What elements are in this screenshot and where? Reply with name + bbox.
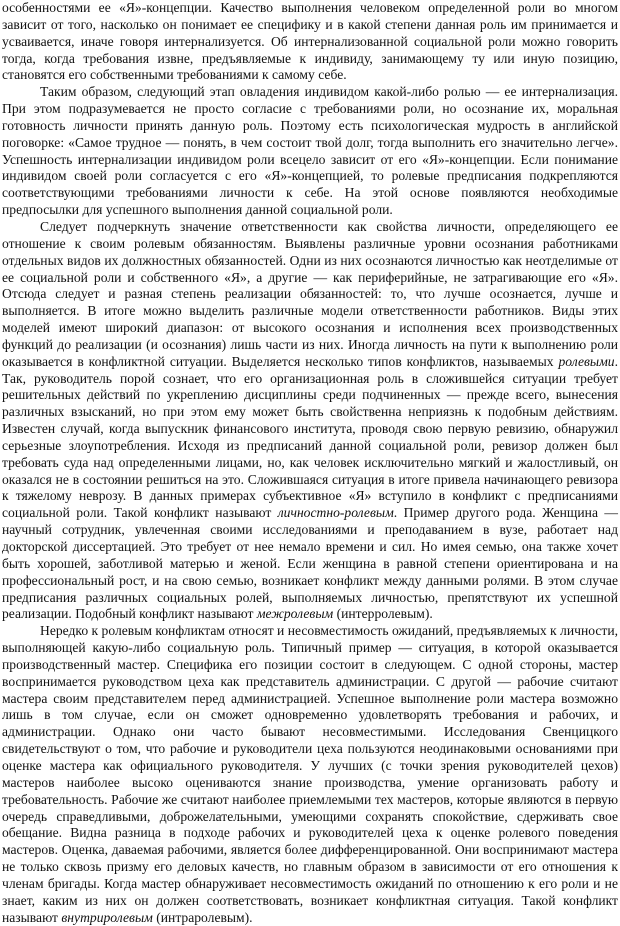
paragraph-3-text: Следует подчеркнуть значение ответственности как свойства личности, определяющего ее отношение к своим ролевым обязанностям. Выявлены различные уровни осознания работниками отдельных видов их должностных обязанностей. Одни из них осознаются личностью как неотделимые от ее социальной роли и собственного «Я», а другие — как периферийные, не затрагивающие его «Я». Отсюда следует и разная степень реализации обязанностей: то, что лучше осознается, лучше и выполняется. В итоге можно выделить различные модели ответственности работников. Виды этих моделей имеют широкий диапазон: от высокого осознания и исполнения всех производственных функций до реализации (и осознания) лишь части из них. Иногда личность на пути к выполнению роли оказывается в конфликтной ситуации. Выделяется несколько типов конфликтов, называемых — [2, 218, 618, 369]
paragraph-2-text: Таким образом, следующий этап овладения индивидом какой-либо ролью — ее интернализация. При этом подразумевается не просто согласие с требованиями роли, но осознание их, моральная готовность личности принять данную роль. Поэтому есть психологическая мудрость в английской поговорке: «Самое трудное — понять, в чем состоит твой долг, тогда выполнить его значительно легче». Успешность интернализации индивидом роли всецело зависит от его «Я»-концепции. Если понимание индивидом своей роли согласуется с его «Я»-концепцией, то ролевые предписания подкрепляются соответствующими требованиями личности к себе. На этой основе появляются необходимые предпосылки для успешного выполнения данной социальной роли. — [2, 84, 618, 218]
paragraph-1 — [2, 0, 618, 84]
paragraph-4-text: Нередко к ролевым конфликтам относят и несовместимость ожиданий, предъявляемых к личности, выполняющей какую-либо социальную роль. Типичный пример — ситуация, в которой оказывается производственный мастер. Специфика его позиции состоит в следующем. С одной стороны, мастер воспринимается руководством цеха как представитель администрации. С другой — рабочие считают мастера своим представителем перед администрацией. Успешное выполнение роли мастера возможно лишь в том случае, если он сможет одновременно удовлетворять требования и рабочих, и администрации. Однако они часто бывают несовместимыми. Исследования Свенцицкого свидетельствуют о том, что рабочие и руководители цеха пользуются неодинаковыми основаниями при оценке мастера как официального руководителя. У лучших (с точки зрения руководителей цехов) мастеров наиболее высоко оцениваются знание производства, умение организовать работу и требовательность. Рабочие же считают наиболее приемлемыми тех мастеров, которые являются в первую очередь справедливыми, доброжелательными, умеющими сохранять спокойствие, сдерживать свое обещание. Видна разница в подходе рабочих и руководителей цеха к оценке ролевого поведения мастеров. Оценка, даваемая рабочими, является более дифференцированной. Они воспринимают мастера не только сквозь призму его деловых качеств, но главным образом в зависимости от его отношения к членам бригады. Когда мастер обнаруживает несовместимость ожиданий по отношению к его роли и не знает, каким из них он должен соответствовать, возникает конфликтная ситуация. Такой конфликт называют — [2, 623, 618, 925]
paragraph-3 — [2, 219, 618, 623]
term-personal-role-conflict: личностно-ролевым — [277, 505, 394, 521]
term-intra-role-conflict: внутриролевым — [61, 909, 153, 925]
paragraph-1-text: особенностями ее «Я»-концепции. Качество выполнения человеком определенной роли во многом зависит от того, насколько он понимает ее специфику и в какой степени данная роль им принимается и усваивается, иначе говоря интернализуется. Об интернализованной социальной роли можно говорить тогда, когда требования извне, предъявляемые к индивиду, занимающему ту или иную позицию, становятся его собственными требованиями к самому себе. — [2, 0, 618, 83]
paragraph-3-text: (интерролевым). — [333, 606, 433, 622]
paragraph-4 — [2, 623, 618, 926]
paragraph-4-text: (интраролевым). — [152, 909, 253, 925]
paragraph-3-text: . Пример другого рода. Женщина — научный сотрудник, увлеченная своими исследованиями и преподаванием в вузе, работает над докторской диссертацией. Это требует от нее немало времени и сил. Но имея семью, она также хочет быть хорошей, заботливой матерью и женой. Если женщина в равной степени ориентирована и на профессиональный рост, и на свою семью, возникает конфликт между данными ролями. В этом случае предписания различных социальных ролей, выполняемых личностью, препятствуют их успешной реализации. Подобный конфликт называют — [2, 505, 618, 622]
term-role-conflicts: ролевыми — [558, 353, 615, 369]
paragraph-2 — [2, 84, 618, 219]
paragraph-3-text: . Так, руководитель порой сознает, что его организационная роль в сложившейся ситуации требует решительных действий по укреплению дисциплины среди подчиненных — прежде всего, вынесения различных взысканий, но при этом ему может быть свойственна неприязнь к подобным действиям. Известен случай, когда выпускник финансового института, проводя свою первую ревизию, обнаружил серьезные злоупотребления. Исходя из предписаний данной социальной роли, ревизор должен был требовать суда над определенными лицами, но, как человек исключительно мягкий и жалостливый, он оказался не в состоянии решиться на это. Сложившаяся ситуация в итоге привела начинающего ревизора к тяжелому неврозу. В данных примерах субъективное «Я» вступило в конфликт с предписаниями социальной роли. Такой конфликт называют — [2, 353, 618, 521]
term-inter-role-conflict: межролевым — [256, 606, 334, 622]
